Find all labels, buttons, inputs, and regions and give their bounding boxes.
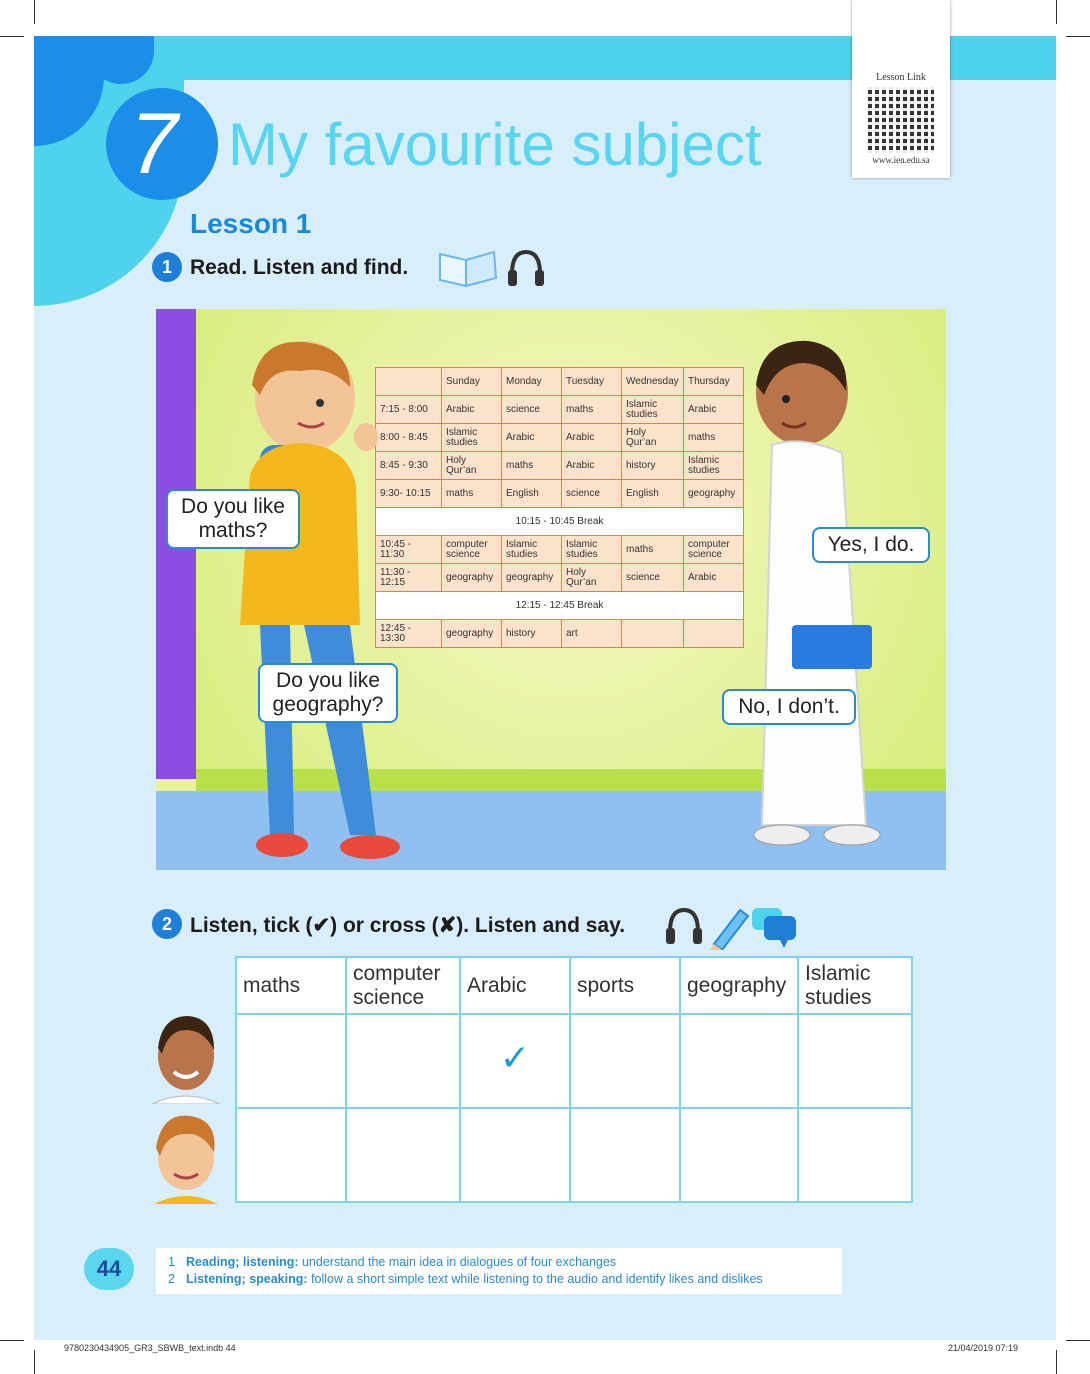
speech-bubble-answer-2: No, I don’t. xyxy=(722,689,856,725)
crop-mark xyxy=(1056,1350,1057,1374)
boy-in-thobe-illustration xyxy=(742,335,902,865)
timetable-cell: maths xyxy=(442,480,502,508)
subject-header: Arabic xyxy=(460,957,570,1014)
exercise-2-number: 2 xyxy=(152,909,182,939)
timetable-cell: Islamic studies xyxy=(442,424,502,452)
speech-bubble-question-2: Do you like geography? xyxy=(258,663,398,723)
answer-cell[interactable] xyxy=(680,1108,798,1202)
school-timetable xyxy=(375,367,744,648)
timetable-time: 12:45 - 13:30 xyxy=(376,620,442,648)
objective-text: follow a short simple text while listening to the audio and identify likes and dislikes xyxy=(311,1272,763,1286)
crop-mark xyxy=(1066,36,1090,37)
answer-cell[interactable] xyxy=(346,1014,460,1108)
timetable-cell: geography xyxy=(502,564,562,592)
crop-mark xyxy=(1056,0,1057,24)
timetable-cell: Arabic xyxy=(684,396,744,424)
timetable-cell: Arabic xyxy=(684,564,744,592)
lesson-link-label: Lesson Link xyxy=(876,72,926,83)
timetable-cell: English xyxy=(622,480,684,508)
speech-bubbles-icon xyxy=(750,904,800,950)
timetable-header-row xyxy=(376,368,744,396)
timetable-break: 12:15 - 12:45 Break xyxy=(376,592,744,620)
page-number: 44 xyxy=(84,1248,134,1290)
timetable-cell: Arabic xyxy=(442,396,502,424)
timetable-row xyxy=(376,452,744,480)
subject-header: computer science xyxy=(346,957,460,1014)
timetable-cell: computer science xyxy=(442,536,502,564)
objective-number: 1 xyxy=(168,1255,175,1269)
footer-file-info: 9780230434905_GR3_SBWB_text.indb 44 xyxy=(64,1343,236,1353)
timetable-day: Wednesday xyxy=(622,368,684,396)
answer-cell[interactable] xyxy=(680,1014,798,1108)
headphones-icon xyxy=(664,904,704,946)
exercise-1-number: 1 xyxy=(152,252,182,282)
timetable-cell: Islamic studies xyxy=(622,396,684,424)
pencil-icon xyxy=(706,904,750,950)
timetable-day: Monday xyxy=(502,368,562,396)
book-icon xyxy=(436,246,500,290)
timetable-time: 8:00 - 8:45 xyxy=(376,424,442,452)
answer-cell[interactable] xyxy=(236,1014,346,1108)
timetable-break-row xyxy=(376,592,744,620)
timetable-cell: history xyxy=(502,620,562,648)
timetable-cell xyxy=(684,620,744,648)
qr-code-icon[interactable] xyxy=(868,87,934,153)
timetable-cell: Holy Qur’an xyxy=(442,452,502,480)
crop-mark xyxy=(0,1340,24,1341)
timetable-cell: computer science xyxy=(684,536,744,564)
timetable-cell: Arabic xyxy=(562,424,622,452)
subject-header: Islamic studies xyxy=(798,957,912,1014)
speech-bubble-question-1: Do you like maths? xyxy=(166,489,300,549)
headphones-icon xyxy=(506,246,546,288)
timetable-cell: Islamic studies xyxy=(562,536,622,564)
page-title: My favourite subject xyxy=(228,111,762,178)
timetable-row xyxy=(376,480,744,508)
timetable-cell: Holy Qur’an xyxy=(562,564,622,592)
timetable-day: Thursday xyxy=(684,368,744,396)
timetable-cell xyxy=(622,620,684,648)
exercise-1-instruction: Read. Listen and find. xyxy=(190,256,409,279)
answer-cell[interactable] xyxy=(460,1108,570,1202)
answer-cell[interactable] xyxy=(570,1014,680,1108)
answer-cell[interactable] xyxy=(570,1108,680,1202)
speech-bubble-answer-1: Yes, I do. xyxy=(812,527,930,563)
child-answer-row xyxy=(236,1108,912,1202)
subject-header: maths xyxy=(236,957,346,1014)
lesson-link-url[interactable]: www.ien.edu.sa xyxy=(872,155,930,165)
timetable-cell: geography xyxy=(684,480,744,508)
boy-in-thobe-face xyxy=(148,1004,222,1104)
likes-dislikes-table xyxy=(235,956,913,1203)
answer-cell[interactable] xyxy=(460,1014,570,1108)
answer-cell[interactable] xyxy=(798,1108,912,1202)
timetable-cell: geography xyxy=(442,620,502,648)
timetable-row xyxy=(376,396,744,424)
subjects-header-row xyxy=(236,957,912,1014)
objective-text: understand the main idea in dialogues of four exchanges xyxy=(301,1255,617,1269)
answer-cell[interactable] xyxy=(798,1014,912,1108)
timetable-cell: maths xyxy=(562,396,622,424)
boy-in-orange-illustration xyxy=(200,335,400,865)
timetable-row xyxy=(376,564,744,592)
subject-header: geography xyxy=(680,957,798,1014)
timetable-time: 8:45 - 9:30 xyxy=(376,452,442,480)
answer-cell[interactable] xyxy=(236,1108,346,1202)
subject-header: sports xyxy=(570,957,680,1014)
classroom-illustration xyxy=(156,309,946,870)
timetable-cell: maths xyxy=(684,424,744,452)
lesson-link-card[interactable] xyxy=(852,0,950,178)
timetable-cell: science xyxy=(562,480,622,508)
exercise-2-instruction: Listen, tick (✔) or cross (✘). Listen and say. xyxy=(190,914,626,937)
timetable-day: Tuesday xyxy=(562,368,622,396)
boy-in-orange-face xyxy=(148,1108,222,1204)
lesson-heading: Lesson 1 xyxy=(190,208,312,239)
timetable-time: 7:15 - 8:00 xyxy=(376,396,442,424)
timetable-break-row xyxy=(376,508,744,536)
timetable-cell: science xyxy=(622,564,684,592)
timetable-cell: Arabic xyxy=(562,452,622,480)
answer-cell[interactable] xyxy=(346,1108,460,1202)
timetable-cell: Holy Qur’an xyxy=(622,424,684,452)
crop-mark xyxy=(1066,1340,1090,1341)
crop-mark xyxy=(34,0,35,24)
timetable-time: 9:30- 10:15 xyxy=(376,480,442,508)
timetable-cell: science xyxy=(502,396,562,424)
timetable-cell: art xyxy=(562,620,622,648)
crop-mark xyxy=(0,36,24,37)
crop-mark xyxy=(34,1350,35,1374)
timetable-break: 10:15 - 10:45 Break xyxy=(376,508,744,536)
timetable-time: 11:30 - 12:15 xyxy=(376,564,442,592)
objective-number: 2 xyxy=(168,1272,175,1286)
unit-number: 7 xyxy=(130,96,178,192)
timetable-cell: maths xyxy=(622,536,684,564)
timetable-day: Sunday xyxy=(442,368,502,396)
timetable-cell: Islamic studies xyxy=(684,452,744,480)
objective-skill: Reading; listening: xyxy=(186,1255,299,1269)
timetable-cell: history xyxy=(622,452,684,480)
objective-skill: Listening; speaking: xyxy=(186,1272,308,1286)
timetable-cell: Arabic xyxy=(502,424,562,452)
learning-objectives xyxy=(156,1248,842,1294)
timetable-cell: geography xyxy=(442,564,502,592)
objective-line xyxy=(168,1254,842,1271)
objective-line xyxy=(168,1271,842,1288)
timetable-row xyxy=(376,536,744,564)
timetable-cell: English xyxy=(502,480,562,508)
timetable-row xyxy=(376,424,744,452)
answer-mark: ✓ xyxy=(499,1037,531,1078)
timetable-row xyxy=(376,620,744,648)
timetable-cell: Islamic studies xyxy=(502,536,562,564)
child-answer-row xyxy=(236,1014,912,1108)
timetable-time: 10:45 - 11:30 xyxy=(376,536,442,564)
footer-date: 21/04/2019 07:19 xyxy=(948,1343,1019,1353)
timetable-cell: maths xyxy=(502,452,562,480)
